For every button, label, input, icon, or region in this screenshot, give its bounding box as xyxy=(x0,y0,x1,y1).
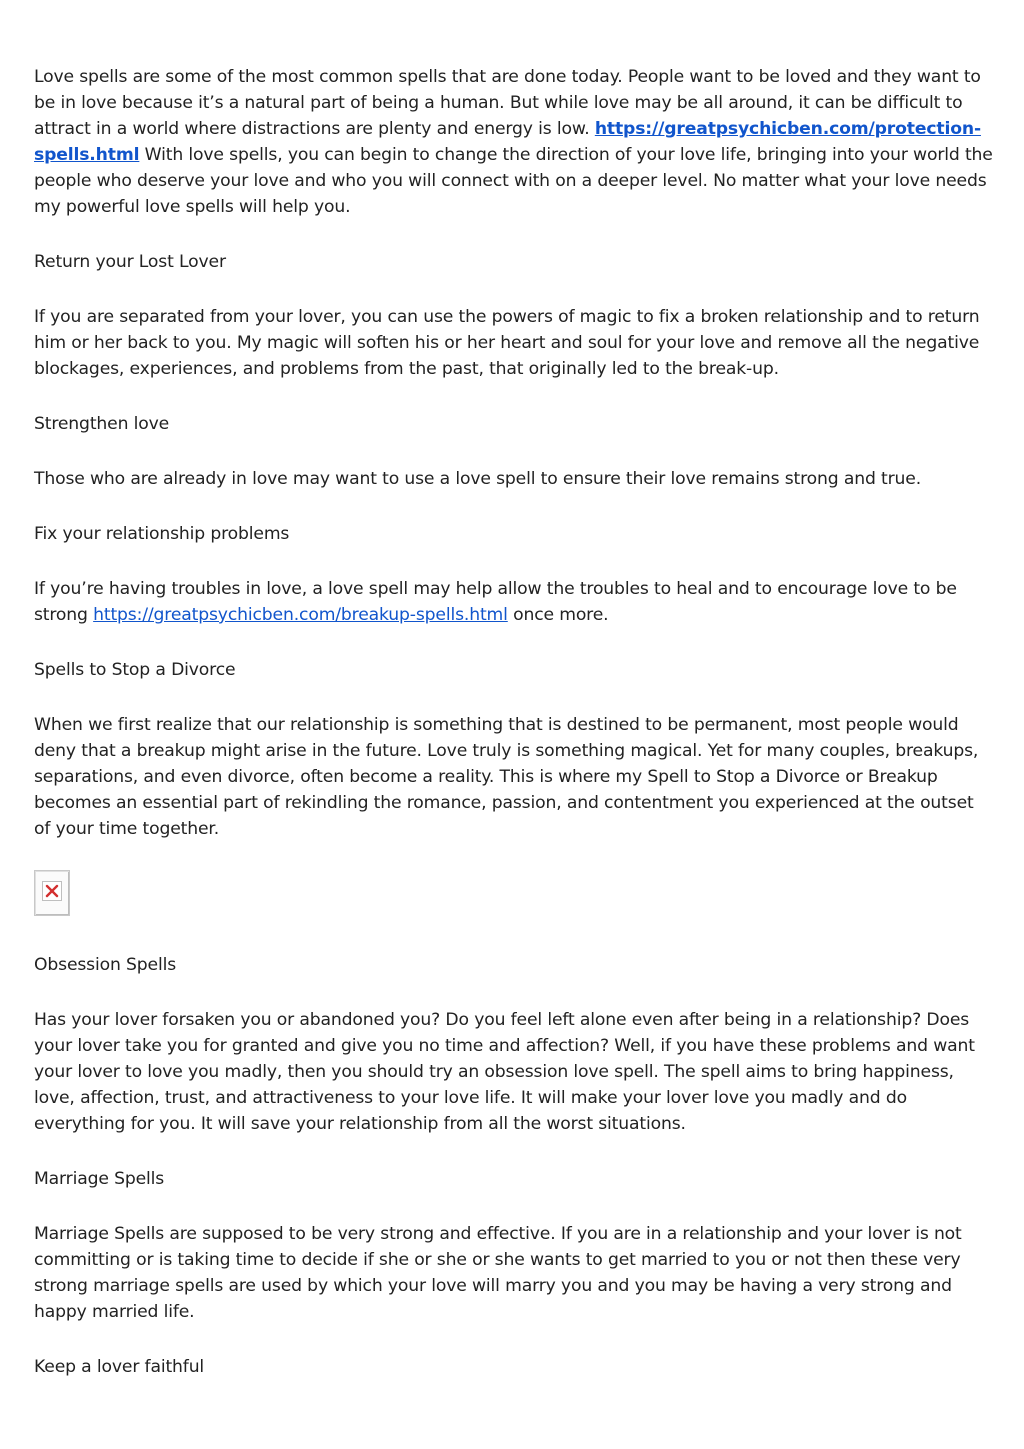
paragraph-return-lost-lover: If you are separated from your lover, you can use the powers of magic to fix a broken relationship and to return him or her back to you. My magic will soften his or her heart and soul for your love and remove all the negative blockages, experiences, and problems from the past, that originally led to the break-up. xyxy=(34,307,980,379)
paragraph-stop-divorce: When we first realize that our relationship is something that is destined to be permanent, most people would deny that a breakup might arise in the future. Love truly is something magical. Yet for many couples, breakups, separations, and even divorce, often become a reality. This is where my Spell to Stop a Divorce or Breakup becomes an essential part of rekindling the romance, passion, and contentment you experienced at the outset of your time together. xyxy=(34,715,979,839)
heading-return-lost-lover: Return your Lost Lover xyxy=(34,252,226,272)
close-x-icon xyxy=(43,882,61,900)
heading-strengthen-love: Strengthen love xyxy=(34,414,170,434)
paragraph-strengthen-love: Those who are already in love may want to use a love spell to ensure their love remains strong and true. xyxy=(34,469,922,489)
heading-keep-lover-faithful: Keep a lover faithful xyxy=(34,1357,205,1377)
paragraph-obsession-spells: Has your lover forsaken you or abandoned you? Do you feel left alone even after being in a relationship? Does your lover take you for granted and give you no time and affection? Well, if you have these problems and want your lover to love you madly, then you should try an obsession love spell. The spell aims to bring happiness, love, affection, trust, and attractiveness to your love life. It will make your lover love you madly and do everything for you. It will save your relationship from all the worst situations. xyxy=(34,1010,975,1134)
document-body xyxy=(34,64,994,1409)
broken-image-icon xyxy=(34,870,70,916)
heading-obsession-spells: Obsession Spells xyxy=(34,955,177,975)
heading-fix-relationship: Fix your relationship problems xyxy=(34,524,290,544)
paragraph-marriage-spells: Marriage Spells are supposed to be very strong and effective. If you are in a relationship and your lover is not committing or is taking time to decide if she or she or she wants to get married to you or not then these very strong marriage spells are used by which your love will marry you and you may be having a very strong and happy married life. xyxy=(34,1224,962,1322)
heading-stop-divorce: Spells to Stop a Divorce xyxy=(34,660,236,680)
fix-text-start: If you’re having troubles in love, a love spell may help allow the troubles to heal and to encourage love to be strong xyxy=(34,579,957,625)
intro-text-end: With love spells, you can begin to change the direction of your love life, bringing into your world the people who deserve your love and who you will connect with on a deeper level. No matter what your love needs my powerful love spells will help you. xyxy=(34,145,993,217)
breakup-spells-link[interactable]: https://greatpsychicben.com/breakup-spells.html xyxy=(93,605,508,625)
intro-text-start: Love spells are some of the most common spells that are done today. People want to be loved and they want to be in love because it’s a natural part of being a human. But while love may be all around, it can be difficult to attract in a world where distractions are plenty and energy is low. xyxy=(34,67,981,139)
protection-spells-link[interactable]: https://greatpsychicben.com/protection-spells.html xyxy=(34,119,981,165)
heading-marriage-spells: Marriage Spells xyxy=(34,1169,165,1189)
intro-paragraph xyxy=(34,64,994,220)
paragraph-fix-relationship xyxy=(34,576,994,628)
fix-text-end: once more. xyxy=(507,605,609,625)
broken-image-frame xyxy=(42,881,62,901)
